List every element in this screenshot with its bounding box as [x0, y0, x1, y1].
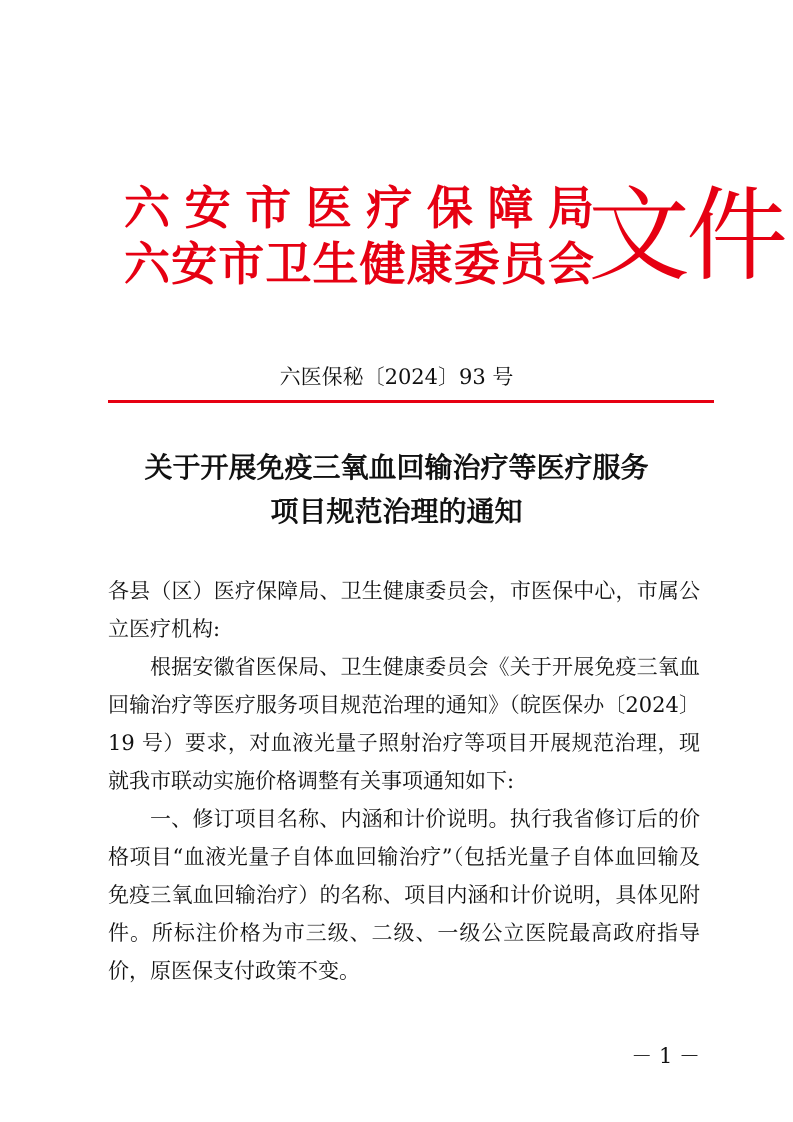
title-line-1: 关于开展免疫三氧血回输治疗等医疗服务: [144, 451, 649, 484]
addressee: 各县（区）医疗保障局、卫生健康委员会，市医保中心，市属公立医疗机构:: [108, 579, 700, 641]
body-paragraph-1: 根据安徽省医保局、卫生健康委员会《关于开展免疫三氧血回输治疗等医疗服务项目规范治理的通知》（皖医保办〔2024〕19 号）要求，对血液光量子照射治疗等项目开展规范治理，现就我市联动实施价格调整有关事项通知如下:: [108, 655, 700, 793]
document-number: 六医保秘〔2024〕93 号: [279, 365, 514, 389]
title-line-2: 项目规范治理的通知: [270, 495, 523, 528]
issuer-block: [124, 180, 594, 292]
body-paragraph-2: 一、修订项目名称、内涵和计价说明。执行我省修订后的价格项目“血液光量子自体血回输治疗”（包括光量子自体血回输及免疫三氧血回输治疗）的名称、项目内涵和计价说明，具体见附件。所标注价格为市三级、二级、一级公立医院最高政府指导价，原医保支付政策不变。: [108, 807, 700, 983]
document-title: [0, 446, 793, 534]
document-body: [108, 572, 700, 990]
issuer-line-1: 六安市医疗保障局: [124, 181, 594, 235]
document-type-label: 文件: [588, 177, 784, 296]
red-divider: [108, 400, 714, 403]
page-number: － 1 －: [631, 1044, 700, 1068]
issuer-line-2: 六安市卫生健康委员会: [124, 237, 594, 291]
